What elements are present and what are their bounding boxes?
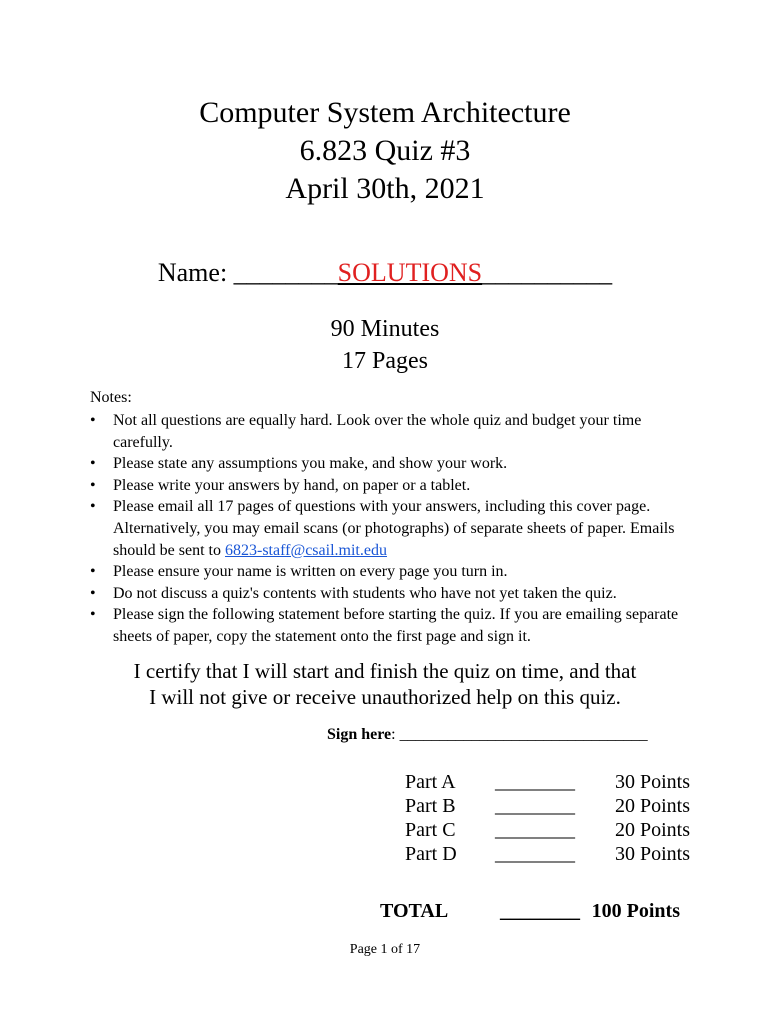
notes-list [90,410,682,648]
note-text: Do not discuss a quiz's contents with students who have not yet taken the quiz. [113,584,617,602]
note-text: Please ensure your name is written on every page you turn in. [113,563,508,581]
certify-line-1: I certify that I will start and finish the quiz on time, and that [133,659,637,683]
table-row [405,843,690,867]
page-footer: Page 1 of 17 [349,942,421,957]
sign-blank: : _______________________________ [391,726,648,743]
score-blank: ________ [495,771,575,793]
bullet-icon: • [90,476,96,494]
note-text: Please sign the following statement before starting the quiz. If you are emailing separate sheets of paper, copy the statement onto the first page and sign it. [113,606,679,645]
bullet-icon: • [90,584,96,602]
part-points: 20 Points [614,795,690,817]
name-blank-before: ________ [233,258,338,287]
part-label: Part B [405,795,456,817]
table-row [405,771,690,795]
part-points: 20 Points [614,819,690,841]
name-label: Name: [157,258,228,287]
total-blank: ________ [500,900,580,922]
note-text: Please state any assumptions you make, and show your work. [113,455,508,473]
note-text: Not all questions are equally hard. Look over the whole quiz and budget your time carefully. [113,412,642,451]
bullet-icon: • [90,498,96,516]
score-blank: ________ [495,795,575,817]
list-item [90,496,682,561]
note-text: Please email all 17 pages of questions with your answers, including this cover page. Alternatively, you may email scans (or photographs) of separate sheets of paper. Emails should be sent to [113,498,675,559]
total-label: TOTAL [380,900,449,922]
sign-line [327,726,648,744]
table-row [405,795,690,819]
bullet-icon: • [90,606,96,624]
score-blank: ________ [495,843,575,865]
certify-line-2: I will not give or receive unauthorized help on this quiz. [149,685,621,709]
name-value: SOLUTIONS [337,258,483,287]
bullet-icon: • [90,563,96,581]
part-label: Part D [405,843,457,865]
quiz-date: April 30th, 2021 [285,172,485,205]
duration: 90 Minutes [330,316,440,342]
sign-label: Sign here [327,726,392,743]
part-label: Part A [405,771,456,793]
list-item [90,604,682,647]
table-row [405,819,690,843]
list-item [90,583,682,605]
score-blank: ________ [495,819,575,841]
total-points: 100 Points [591,900,680,922]
name-line [0,258,770,288]
staff-email-link[interactable]: 6823-staff@csail.mit.edu [225,541,387,559]
part-points: 30 Points [614,843,690,865]
page-count: 17 Pages [342,348,428,374]
quiz-number: 6.823 Quiz #3 [299,134,471,167]
notes-heading: Notes: [90,389,132,406]
bullet-icon: • [90,455,96,473]
score-table [405,771,690,867]
note-text: Please write your answers by hand, on paper or a tablet. [113,476,471,494]
part-points: 30 Points [614,771,690,793]
list-item [90,475,682,497]
list-item [90,453,682,475]
name-blank-after: __________ [482,258,613,287]
list-item [90,561,682,583]
bullet-icon: • [90,412,96,429]
list-item [90,410,682,453]
part-label: Part C [405,819,456,841]
course-title: Computer System Architecture [199,96,571,129]
